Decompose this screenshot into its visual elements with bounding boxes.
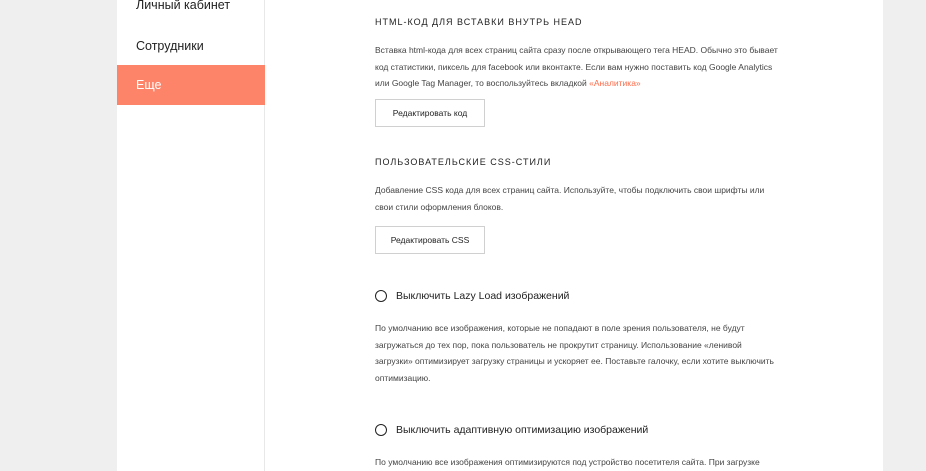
- lazy-load-label: Выключить Lazy Load изображений: [396, 290, 570, 302]
- edit-css-button[interactable]: Редактировать CSS: [375, 226, 485, 254]
- css-desc-line: Добавление CSS кода для всех страниц сайта. Используйте, чтобы подключить свои шрифты или: [375, 185, 765, 195]
- head-desc-line: Вставка html-кода для всех страниц сайта сразу после открывающего тега HEAD. Обычно это бывает: [375, 45, 778, 55]
- css-desc-line: свои стили оформления блоков.: [375, 201, 504, 212]
- head-desc-line: код статистики, пиксель для facebook или вконтакте. Если вам нужно поставить код Google Analytics: [375, 61, 773, 72]
- custom-css-title: ПОЛЬЗОВАТЕЛЬСКИЕ CSS-СТИЛИ: [375, 157, 552, 167]
- sidebar-item-account[interactable]: Личный кабинет: [136, 0, 231, 12]
- head-code-title: HTML-КОД ДЛЯ ВСТАВКИ ВНУТРЬ HEAD: [375, 17, 583, 27]
- lazy-desc-line: загружаться до тех пор, пока пользователь не прокрутит страницу. Использование «ленивой: [375, 339, 742, 350]
- sidebar-item-more[interactable]: Еще: [117, 65, 265, 105]
- adaptive-optimization-description: [375, 454, 785, 471]
- settings-panel: [117, 0, 883, 471]
- lazy-desc-line: По умолчанию все изображения, которые не попадают в поле зрения пользователя, не будут: [375, 323, 745, 333]
- lazy-desc-line: загрузки» оптимизирует загрузку страницы и ускоряет ее. Поставьте галочку, если хотите выключить: [375, 356, 774, 367]
- head-code-description: [375, 42, 785, 92]
- lazy-load-description: [375, 320, 795, 386]
- edit-code-button[interactable]: Редактировать код: [375, 99, 485, 127]
- adaptive-optimization-label: Выключить адаптивную оптимизацию изображений: [396, 424, 649, 436]
- lazy-load-checkbox[interactable]: [375, 290, 387, 302]
- custom-css-description: [375, 182, 785, 215]
- head-desc-line: или Google Tag Manager, то воспользуйтесь вкладкой: [375, 78, 590, 89]
- sidebar: [117, 0, 265, 471]
- lazy-desc-line: оптимизацию.: [375, 372, 431, 383]
- adaptive-desc-line: По умолчанию все изображения оптимизируются под устройство посетителя сайта. При загрузке: [375, 457, 760, 467]
- adaptive-optimization-checkbox[interactable]: [375, 424, 387, 436]
- adaptive-optimization-checkbox-row[interactable]: [375, 422, 648, 438]
- sidebar-item-employees[interactable]: Сотрудники: [136, 39, 204, 53]
- analytics-tab-link[interactable]: «Аналитика»: [589, 78, 641, 89]
- lazy-load-checkbox-row[interactable]: [375, 288, 569, 304]
